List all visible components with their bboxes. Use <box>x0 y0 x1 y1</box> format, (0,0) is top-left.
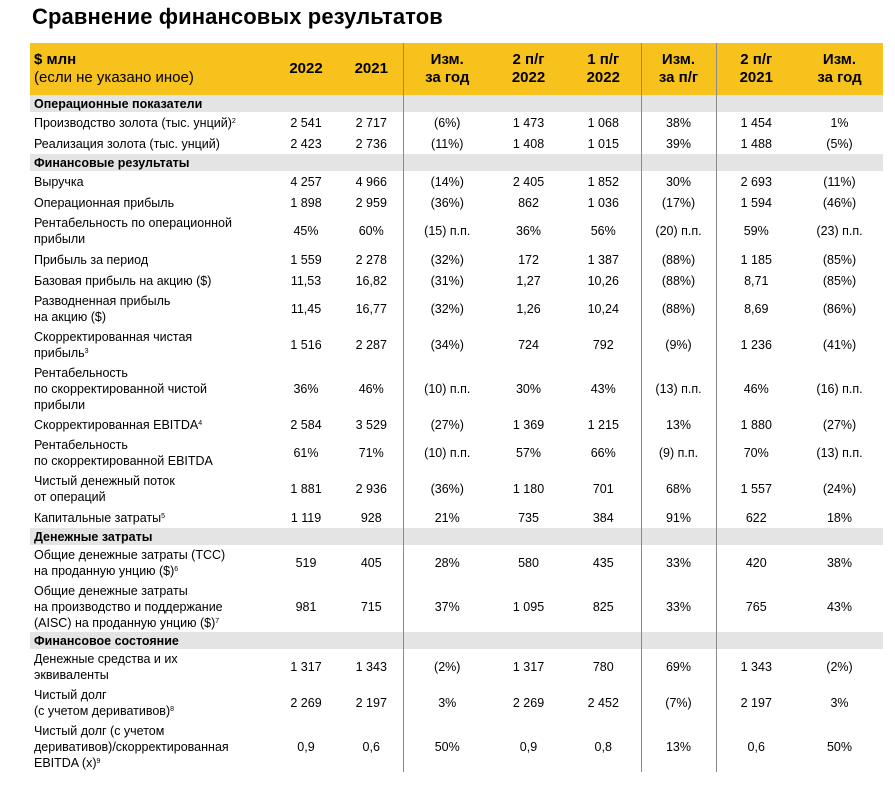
value-cell: 91% <box>641 507 716 528</box>
value-cell: 622 <box>716 507 796 528</box>
section-cell <box>272 632 340 649</box>
value-cell: 780 <box>592 660 614 674</box>
section-header-row <box>30 632 883 649</box>
value-cell: 45% <box>293 224 319 238</box>
section-cell <box>340 154 403 171</box>
value-cell: 11,45 <box>290 302 322 316</box>
row-label <box>30 507 272 528</box>
value-cell: 1 559 <box>290 252 322 267</box>
row-label <box>30 291 272 327</box>
value-cell: 1 387 <box>587 252 619 267</box>
row-label <box>30 471 272 507</box>
section-title: Денежные затраты <box>30 528 272 545</box>
value-cell: (85%) <box>822 273 857 288</box>
table-body <box>30 95 883 772</box>
row-label <box>30 435 272 471</box>
value-cell: 2 197 <box>355 696 387 710</box>
row-label-text: Общие денежные затраты на производство и поддержание (AISC) на проданную унцию ($) <box>34 583 223 630</box>
section-cell <box>641 95 716 112</box>
value-cell: 28% <box>403 545 491 581</box>
section-header-row <box>30 95 883 112</box>
table-row <box>30 545 883 581</box>
section-header-row <box>30 528 883 545</box>
table-row <box>30 192 883 213</box>
value-cell: 1% <box>830 115 849 130</box>
footnote-marker: 7 <box>215 617 220 625</box>
value-cell: 30% <box>641 171 716 192</box>
value-cell: 715 <box>360 599 382 614</box>
value-cell: 1 488 <box>716 133 796 154</box>
value-cell: 16,82 <box>355 273 387 288</box>
section-cell <box>796 95 883 112</box>
value-cell: 1 516 <box>290 338 322 352</box>
value-cell: (13) п.п. <box>816 446 863 460</box>
row-label-text: Рентабельность по скорректированной чистой прибыли <box>34 365 208 412</box>
section-cell <box>566 154 641 171</box>
footnote-marker: 6 <box>174 566 179 573</box>
value-cell: 50% <box>826 739 853 754</box>
value-cell: (88%) <box>641 291 716 327</box>
value-cell: 825 <box>592 599 614 614</box>
value-cell: 33% <box>641 581 716 632</box>
value-cell: 1 236 <box>716 327 796 363</box>
table-row <box>30 721 883 772</box>
page-title: Сравнение финансовых результатов <box>32 4 443 29</box>
row-label-text: Чистый долг (с учетом деривативов) <box>34 688 171 718</box>
value-cell: 69% <box>641 649 716 685</box>
value-cell: 1 317 <box>512 660 545 674</box>
section-cell <box>641 528 716 545</box>
section-cell <box>716 95 796 112</box>
value-cell: 1 454 <box>716 112 796 133</box>
value-cell: 1,27 <box>516 273 541 288</box>
row-label-text: Рентабельность по скорректированной EBITDA <box>34 438 213 468</box>
table-row <box>30 649 883 685</box>
value-cell: 172 <box>518 252 539 267</box>
value-cell: (41%) <box>822 338 857 352</box>
value-cell: (5%) <box>826 136 853 151</box>
value-cell: 33% <box>641 545 716 581</box>
value-cell: 1 880 <box>716 414 796 435</box>
value-cell: 60% <box>358 224 384 238</box>
row-label <box>30 414 272 435</box>
value-cell: (88%) <box>641 249 716 270</box>
value-cell: 4 257 <box>290 174 322 189</box>
section-title: Финансовое состояние <box>30 632 272 649</box>
section-title: Операционные показатели <box>30 95 272 112</box>
section-cell <box>272 95 340 112</box>
value-cell: 8,71 <box>716 270 796 291</box>
value-cell: 2 452 <box>587 696 619 710</box>
table-row <box>30 291 883 327</box>
table-row <box>30 133 883 154</box>
value-cell: (15) п.п. <box>403 213 491 249</box>
table-row <box>30 685 883 721</box>
section-cell <box>566 95 641 112</box>
value-cell: 2 269 <box>512 696 545 710</box>
value-cell: (36%) <box>403 192 491 213</box>
row-label-text: Операционная прибыль <box>34 195 175 210</box>
value-cell: 61% <box>293 446 319 460</box>
value-cell: 4 966 <box>355 174 387 189</box>
value-cell: (2%) <box>403 649 491 685</box>
value-cell: 38% <box>641 112 716 133</box>
value-cell: 1 015 <box>587 136 619 151</box>
value-cell: 2 959 <box>355 195 387 210</box>
row-label <box>30 545 272 581</box>
row-label <box>30 363 272 414</box>
value-cell: 18% <box>826 510 853 525</box>
row-label-text: Чистый долг (с учетом деривативов)/скорректированная EBITDA (x) <box>34 723 229 770</box>
value-cell: 1 215 <box>587 417 619 432</box>
row-label-text: Скорректированная EBITDA <box>34 417 199 432</box>
row-label <box>30 249 272 270</box>
value-cell: 3% <box>403 685 491 721</box>
value-cell: (32%) <box>403 291 491 327</box>
row-label <box>30 327 272 363</box>
table-row <box>30 327 883 363</box>
value-cell: 10,26 <box>587 273 619 288</box>
row-label <box>30 133 272 154</box>
section-cell <box>403 95 491 112</box>
table-row <box>30 414 883 435</box>
row-label-text: Рентабельность по операционной прибыли <box>34 216 232 246</box>
row-label-text: Чистый денежный поток от операций <box>34 474 175 504</box>
section-title: Финансовые результаты <box>30 154 272 171</box>
row-label-text: Скорректированная чистая прибыль <box>34 330 193 360</box>
value-cell: (14%) <box>403 171 491 192</box>
section-cell <box>403 154 491 171</box>
value-cell: 0,8 <box>594 739 612 754</box>
unit-note: (если не указано иное) <box>34 69 194 86</box>
value-cell: (7%) <box>641 685 716 721</box>
value-cell: (6%) <box>403 112 491 133</box>
value-cell: 2 423 <box>290 136 322 151</box>
financial-comparison-table <box>30 43 883 772</box>
value-cell: 11,53 <box>290 273 322 288</box>
value-cell: (9) п.п. <box>641 435 716 471</box>
value-cell: (86%) <box>822 302 857 316</box>
column-header: 2021 <box>340 43 403 95</box>
row-label-text: Прибыль за период <box>34 252 149 267</box>
value-cell: 2 197 <box>716 685 796 721</box>
section-cell <box>796 154 883 171</box>
section-cell <box>566 632 641 649</box>
value-cell: (9%) <box>641 327 716 363</box>
value-cell: 1 317 <box>290 660 322 674</box>
value-cell: 1 473 <box>512 115 545 130</box>
section-cell <box>796 528 883 545</box>
value-cell: 420 <box>716 545 796 581</box>
value-cell: 43% <box>590 381 616 396</box>
row-label <box>30 171 272 192</box>
value-cell: 13% <box>641 721 716 772</box>
value-cell: (36%) <box>403 471 491 507</box>
value-cell: 36% <box>293 381 319 396</box>
column-header: Изм. за п/г <box>641 43 716 95</box>
value-cell: 2 405 <box>512 174 545 189</box>
row-label <box>30 649 272 685</box>
column-header: 1 п/г 2022 <box>566 43 641 95</box>
column-header: 2 п/г 2022 <box>491 43 566 95</box>
table-row <box>30 249 883 270</box>
value-cell: 46% <box>358 381 384 396</box>
value-cell: 862 <box>518 195 539 210</box>
value-cell: 38% <box>826 556 853 570</box>
value-cell: 43% <box>826 599 853 614</box>
value-cell: 46% <box>716 363 796 414</box>
footnote-marker: 3 <box>84 348 89 355</box>
value-cell: 981 <box>295 599 317 614</box>
value-cell: 66% <box>590 446 616 460</box>
value-cell: 1 557 <box>716 471 796 507</box>
value-cell: 2 936 <box>355 482 387 496</box>
value-cell: (34%) <box>403 327 491 363</box>
value-cell: 57% <box>515 446 542 460</box>
value-cell: 0,9 <box>297 739 315 754</box>
row-label <box>30 112 272 133</box>
value-cell: (88%) <box>641 270 716 291</box>
value-cell: 1 852 <box>587 174 619 189</box>
value-cell: 39% <box>641 133 716 154</box>
row-label-text: Производство золота (тыс. унций) <box>34 115 232 130</box>
value-cell: 792 <box>592 338 614 352</box>
value-cell: 1 408 <box>512 136 545 151</box>
value-cell: 1 119 <box>290 510 322 525</box>
value-cell: 928 <box>360 510 382 525</box>
section-cell <box>716 632 796 649</box>
value-cell: 50% <box>403 721 491 772</box>
value-cell: 1 036 <box>587 195 619 210</box>
value-cell: (23) п.п. <box>816 224 863 238</box>
value-cell: 701 <box>592 482 614 496</box>
section-cell <box>403 632 491 649</box>
value-cell: 36% <box>515 224 542 238</box>
value-cell: (17%) <box>641 192 716 213</box>
value-cell: 16,77 <box>355 302 387 316</box>
footnote-marker: 8 <box>170 706 175 713</box>
column-header: 2022 <box>272 43 340 95</box>
value-cell: (20) п.п. <box>641 213 716 249</box>
row-label-text: Выручка <box>34 174 84 189</box>
section-cell <box>491 95 566 112</box>
value-cell: 0,9 <box>519 739 538 754</box>
value-cell: 10,24 <box>587 302 619 316</box>
value-cell: 1 185 <box>716 249 796 270</box>
value-cell: (31%) <box>403 270 491 291</box>
table-header-row <box>30 43 883 95</box>
footnote-marker: 2 <box>231 117 236 125</box>
section-cell <box>491 528 566 545</box>
table-row <box>30 363 883 414</box>
value-cell: 2 287 <box>355 338 387 352</box>
value-cell: 1 095 <box>512 599 545 614</box>
table-row <box>30 270 883 291</box>
value-cell: 519 <box>295 556 317 570</box>
footnote-marker: 5 <box>161 512 166 520</box>
value-cell: 1,26 <box>516 302 541 316</box>
value-cell: 70% <box>716 435 796 471</box>
value-cell: 1 180 <box>512 482 545 496</box>
section-cell <box>340 528 403 545</box>
section-cell <box>403 528 491 545</box>
value-cell: 3 529 <box>355 417 387 432</box>
value-cell: 580 <box>518 556 539 570</box>
section-cell <box>272 528 340 545</box>
value-cell: (27%) <box>822 417 857 432</box>
section-cell <box>340 632 403 649</box>
section-cell <box>716 154 796 171</box>
value-cell: 724 <box>518 338 539 352</box>
unit-header <box>30 43 272 95</box>
column-header: Изм. за год <box>796 43 883 95</box>
value-cell: 21% <box>403 507 491 528</box>
value-cell: (10) п.п. <box>403 363 491 414</box>
value-cell: 1 343 <box>355 660 387 674</box>
row-label <box>30 581 272 632</box>
section-cell <box>566 528 641 545</box>
footnote-marker: 4 <box>198 419 203 427</box>
value-cell: 2 278 <box>355 252 387 267</box>
value-cell: 13% <box>641 414 716 435</box>
table-row <box>30 581 883 632</box>
unit-label: $ млн <box>34 51 77 68</box>
value-cell: 384 <box>592 510 614 525</box>
row-label-text: Реализация золота (тыс. унций) <box>34 136 220 151</box>
row-label <box>30 213 272 249</box>
row-label <box>30 192 272 213</box>
column-header: Изм. за год <box>403 43 491 95</box>
value-cell: 2 693 <box>716 171 796 192</box>
section-cell <box>491 154 566 171</box>
value-cell: 2 717 <box>355 115 387 130</box>
value-cell: 2 736 <box>355 136 387 151</box>
table-row <box>30 171 883 192</box>
row-label-text: Базовая прибыль на акцию ($) <box>34 273 212 288</box>
row-label-text: Общие денежные затраты (TCC) на проданную унцию ($) <box>34 548 226 578</box>
value-cell: 1 369 <box>512 417 545 432</box>
value-cell: 3% <box>830 696 849 710</box>
table-row <box>30 507 883 528</box>
table-row <box>30 213 883 249</box>
section-cell <box>641 154 716 171</box>
value-cell: 735 <box>518 510 539 525</box>
section-cell <box>796 632 883 649</box>
value-cell: 56% <box>590 224 616 238</box>
value-cell: 8,69 <box>716 291 796 327</box>
value-cell: (85%) <box>822 252 857 267</box>
row-label-text: Капитальные затраты <box>34 510 162 525</box>
value-cell: (16) п.п. <box>816 381 863 396</box>
value-cell: (46%) <box>822 195 857 210</box>
value-cell: (11%) <box>403 133 491 154</box>
value-cell: 1 881 <box>290 482 322 496</box>
row-label <box>30 721 272 772</box>
row-label-text: Денежные средства и их эквиваленты <box>34 652 178 682</box>
row-label <box>30 685 272 721</box>
value-cell: 30% <box>515 381 542 396</box>
section-cell <box>641 632 716 649</box>
value-cell: 2 269 <box>290 696 322 710</box>
value-cell: 37% <box>403 581 491 632</box>
value-cell: 59% <box>716 213 796 249</box>
value-cell: 71% <box>358 446 384 460</box>
value-cell: 765 <box>716 581 796 632</box>
section-header-row <box>30 154 883 171</box>
table-row <box>30 471 883 507</box>
value-cell: 1 343 <box>716 649 796 685</box>
value-cell: 2 584 <box>290 417 322 432</box>
value-cell: (2%) <box>826 660 853 674</box>
row-label-text: Разводненная прибыль на акцию ($) <box>34 294 171 324</box>
section-cell <box>340 95 403 112</box>
value-cell: 0,6 <box>362 739 380 754</box>
value-cell: 435 <box>592 556 614 570</box>
value-cell: 0,6 <box>716 721 796 772</box>
value-cell: 2 541 <box>290 115 322 130</box>
value-cell: (13) п.п. <box>641 363 716 414</box>
value-cell: 68% <box>641 471 716 507</box>
value-cell: (27%) <box>403 414 491 435</box>
value-cell: 1 898 <box>290 195 322 210</box>
value-cell: (24%) <box>822 482 857 496</box>
column-header: 2 п/г 2021 <box>716 43 796 95</box>
value-cell: (11%) <box>823 174 856 189</box>
value-cell: 405 <box>360 556 382 570</box>
table-row <box>30 112 883 133</box>
value-cell: (10) п.п. <box>403 435 491 471</box>
row-label <box>30 270 272 291</box>
section-cell <box>491 632 566 649</box>
value-cell: 1 594 <box>716 192 796 213</box>
footnote-marker: 9 <box>96 757 101 765</box>
table-row <box>30 435 883 471</box>
section-cell <box>272 154 340 171</box>
value-cell: (32%) <box>403 249 491 270</box>
section-cell <box>716 528 796 545</box>
value-cell: 1 068 <box>587 115 619 130</box>
